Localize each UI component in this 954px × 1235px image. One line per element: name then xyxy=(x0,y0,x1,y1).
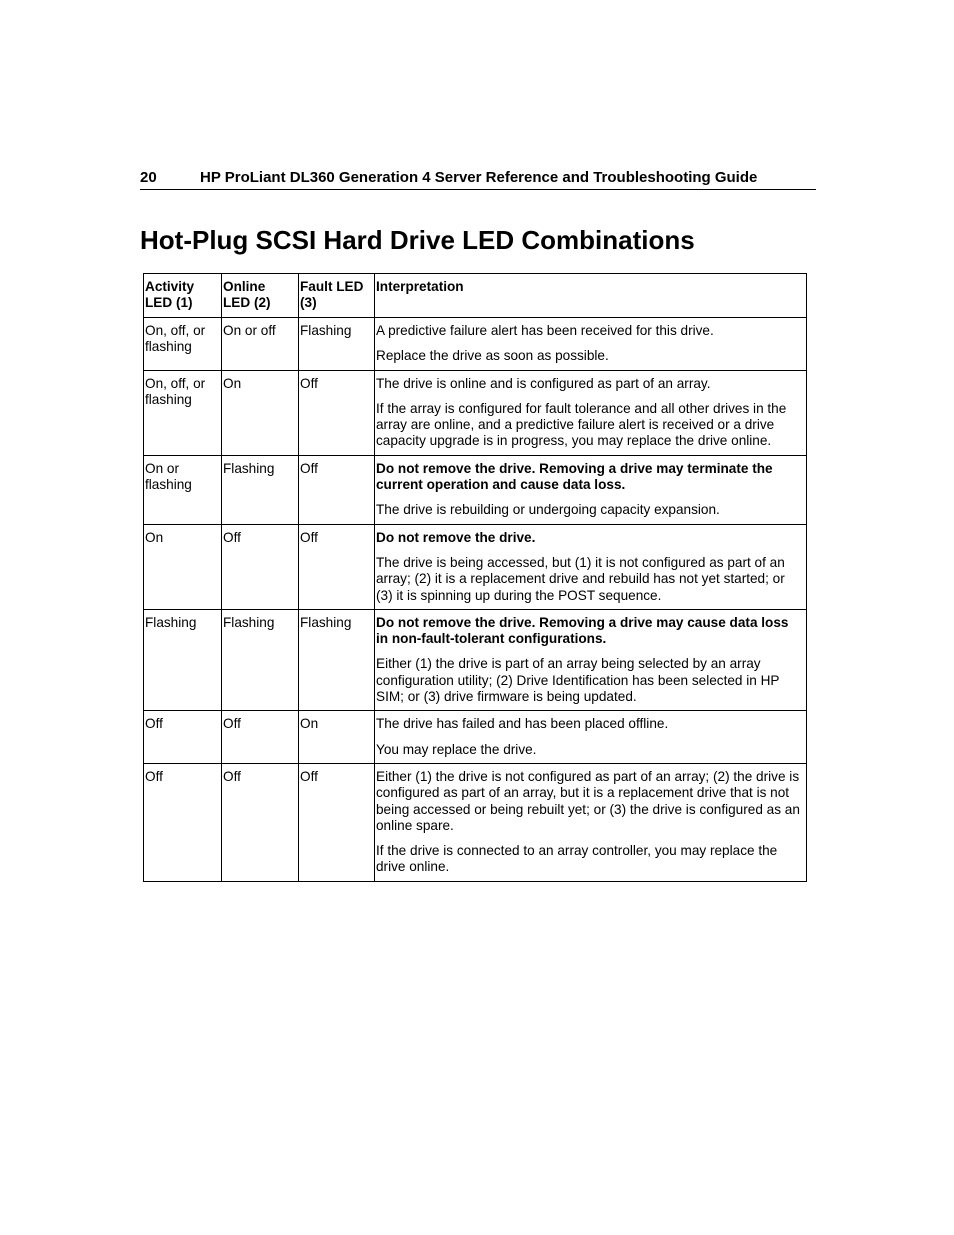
page-header xyxy=(140,168,816,190)
table-row xyxy=(144,524,807,609)
table-row xyxy=(144,711,807,764)
column-header-activity-led: Activity LED (1) xyxy=(144,274,222,318)
led-combinations-table xyxy=(143,273,807,882)
section-heading: Hot-Plug SCSI Hard Drive LED Combinations xyxy=(140,225,695,255)
online-led-cell: On or off xyxy=(222,318,299,371)
fault-led-cell: Off xyxy=(299,370,375,455)
activity-led-cell: On, off, or flashing xyxy=(144,370,222,455)
page-number: 20 xyxy=(140,169,157,186)
activity-led-cell: On or flashing xyxy=(144,455,222,524)
interpretation-warning: Do not remove the drive. Removing a drive may cause data loss in non-fault-tolerant configurations. xyxy=(376,614,789,647)
interpretation-text: If the array is configured for fault tolerance and all other drives in the array are online, and a predictive failure alert is received or a drive capacity upgrade is in progress, you may replace the drive online. xyxy=(376,400,787,449)
column-header-fault-led: Fault LED (3) xyxy=(299,274,375,318)
fault-led-cell: On xyxy=(299,711,375,764)
interpretation-cell xyxy=(375,763,807,881)
table-row xyxy=(144,763,807,881)
interpretation-cell xyxy=(375,524,807,609)
fault-led-cell: Flashing xyxy=(299,318,375,371)
activity-led-cell: On, off, or flashing xyxy=(144,318,222,371)
interpretation-text: A predictive failure alert has been received for this drive. xyxy=(376,323,714,338)
interpretation-warning: Do not remove the drive. Removing a drive may terminate the current operation and cause data loss. xyxy=(376,460,773,493)
activity-led-cell: Off xyxy=(144,763,222,881)
fault-led-cell: Off xyxy=(299,524,375,609)
column-header-online-led: Online LED (2) xyxy=(222,274,299,318)
interpretation-cell xyxy=(375,455,807,524)
fault-led-cell: Off xyxy=(299,763,375,881)
interpretation-text: The drive is online and is configured as part of an array. xyxy=(376,375,711,391)
table-header-row xyxy=(144,274,807,318)
table-row xyxy=(144,609,807,710)
fault-led-cell: Flashing xyxy=(299,609,375,710)
table-row xyxy=(144,455,807,524)
activity-led-cell: On xyxy=(144,524,222,609)
online-led-cell: Off xyxy=(222,524,299,609)
interpretation-text: Either (1) the drive is not configured as part of an array; (2) the drive is configured as part of an array, but it is a replacement drive that is not being accessed or being rebuilt yet; or (3) the drive is configured as an online spare. xyxy=(376,768,800,833)
interpretation-warning: Do not remove the drive. xyxy=(376,529,536,545)
interpretation-text: The drive has failed and has been placed offline. xyxy=(376,716,669,732)
activity-led-cell: Flashing xyxy=(144,609,222,710)
interpretation-text: If the drive is connected to an array controller, you may replace the drive online. xyxy=(376,843,778,875)
interpretation-cell xyxy=(375,609,807,710)
interpretation-cell xyxy=(375,370,807,455)
online-led-cell: Off xyxy=(222,763,299,881)
online-led-cell: Flashing xyxy=(222,609,299,710)
column-header-interpretation: Interpretation xyxy=(375,274,807,318)
interpretation-cell xyxy=(375,711,807,764)
fault-led-cell: Off xyxy=(299,455,375,524)
online-led-cell: On xyxy=(222,370,299,455)
table-row xyxy=(144,370,807,455)
online-led-cell: Off xyxy=(222,711,299,764)
table-body xyxy=(144,318,807,882)
interpretation-text: Replace the drive as soon as possible. xyxy=(376,348,609,364)
interpretation-text: The drive is being accessed, but (1) it is not configured as part of an array; (2) it is a replacement drive and rebuild has not yet started; or (3) it is spinning up during the POST sequence. xyxy=(376,554,785,603)
interpretation-cell xyxy=(375,318,807,371)
running-title: HP ProLiant DL360 Generation 4 Server Reference and Troubleshooting Guide xyxy=(200,169,758,186)
online-led-cell: Flashing xyxy=(222,455,299,524)
table-row xyxy=(144,318,807,371)
activity-led-cell: Off xyxy=(144,711,222,764)
interpretation-text: Either (1) the drive is part of an array being selected by an array configuration utility; (2) Drive Identification has been selected in HP SIM; or (3) drive firmware is being updated. xyxy=(376,656,780,705)
interpretation-text: The drive is rebuilding or undergoing capacity expansion. xyxy=(376,502,720,518)
interpretation-text: You may replace the drive. xyxy=(376,741,537,757)
